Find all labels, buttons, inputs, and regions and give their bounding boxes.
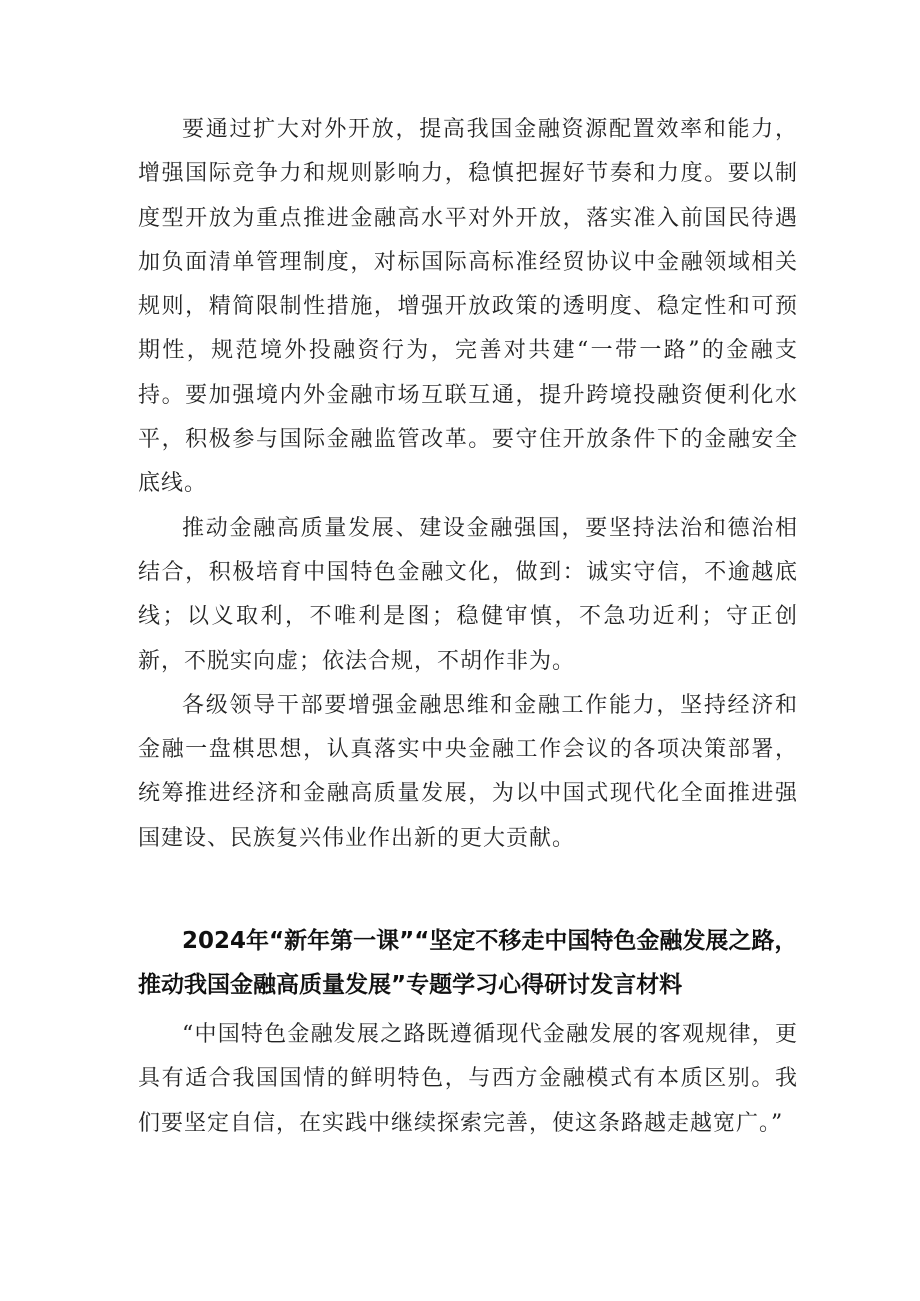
- quote-paragraph: “中国特色金融发展之路既遵循现代金融发展的客观规律，更具有适合我国国情的鲜明特色，与西方金融模式有本质区别。我们要坚定自信，在实践中继续探索完善，使这条路越走越宽广。”: [138, 1022, 798, 1136]
- paragraph-financial-culture: 推动金融高质量发展、建设金融强国，要坚持法治和德治相结合，积极培育中国特色金融文化，做到：诚实守信，不逾越底线；以义取利，不唯利是图；稳健审慎，不急功近利；守正创新，不脱实向虚；依法合规，不胡作非为。: [138, 515, 798, 674]
- paragraph-leadership: 各级领导干部要增强金融思维和金融工作能力，坚持经济和金融一盘棋思想，认真落实中央金融工作会议的各项决策部署，统筹推进经济和金融高质量发展，为以中国式现代化全面推进强国建设、民族复兴伟业作出新的更大贡献。: [138, 692, 798, 851]
- section-title-line-2: 推动我国金融高质量发展”专题学习心得研讨发言材料: [138, 972, 683, 999]
- document-body: [138, 108, 798, 1146]
- paragraph-opening-up: 要通过扩大对外开放，提高我国金融资源配置效率和能力，增强国际竞争力和规则影响力，稳慎把握好节奏和力度。要以制度型开放为重点推进金融高水平对外开放，落实准入前国民待遇加负面清单管理制度，对标国际高标准经贸协议中金融领域相关规则，精简限制性措施，增强开放政策的透明度、稳定性和可预期性，规范境外投融资行为，完善对共建“一带一路”的金融支持。要加强境内外金融市场互联互通，提升跨境投融资便利化水平，积极参与国际金融监管改革。要守住开放条件下的金融安全底线。: [138, 117, 798, 497]
- section-title: [138, 919, 798, 1007]
- section-title-line-1: 2024年“新年第一课”“坚定不移走中国特色金融发展之路，: [182, 928, 798, 955]
